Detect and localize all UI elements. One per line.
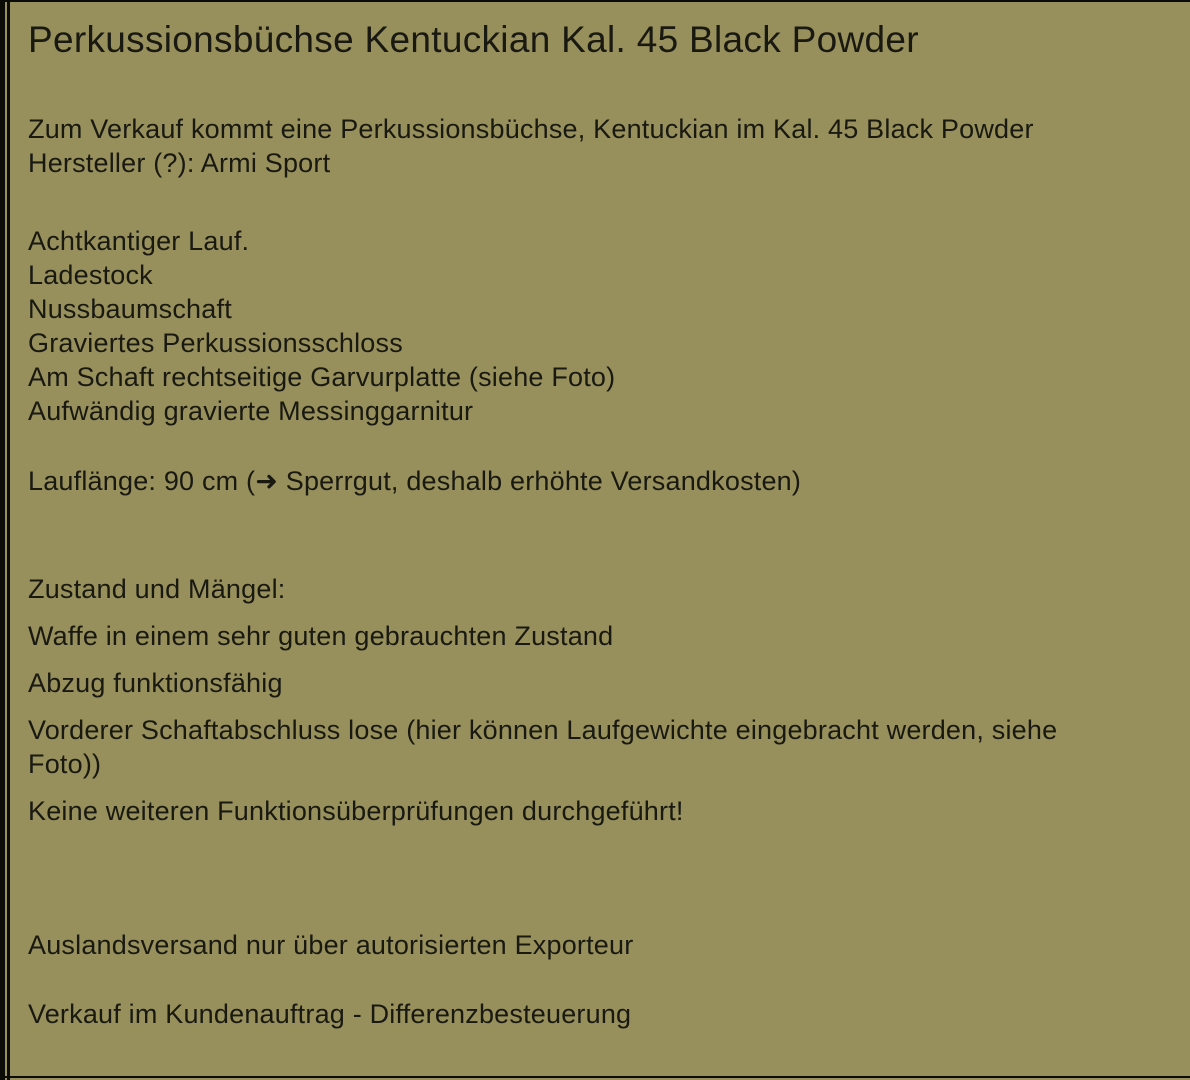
feature-line: Aufwändig gravierte Messinggarnitur [28,396,474,426]
condition-item: Keine weiteren Funktionsüberprüfungen durchgeführt! [28,796,684,826]
feature-line: Am Schaft rechtseitige Garvurplatte (siehe Foto) [28,362,616,392]
condition-item: Vorderer Schaftabschluss lose (hier können Laufgewichte eingebracht werden, siehe Foto)) [28,715,1058,779]
feature-line: Ladestock [28,260,153,290]
barrel-length-line: Lauflänge: 90 cm (➜ Sperrgut, deshalb erhöhte Versandkosten) [28,466,802,496]
intro-block [28,112,1154,180]
condition-item: Waffe in einem sehr guten gebrauchten Zustand [28,621,614,651]
condition-section [28,572,1154,828]
intro-line: Zum Verkauf kommt eine Perkussionsbüchse, Kentuckian im Kal. 45 Black Powder [28,114,1034,144]
condition-heading: Zustand und Mängel: [28,574,286,604]
description-content [10,2,1190,1080]
feature-line: Achtkantiger Lauf. [28,226,250,256]
left-border-line-outer [0,0,5,1080]
listing-title: Perkussionsbüchse Kentuckian Kal. 45 Black Powder [28,19,919,60]
feature-line: Graviertes Perkussionsschloss [28,328,403,358]
feature-list [28,224,1154,428]
intro-line: Hersteller (?): Armi Sport [28,148,331,178]
shipping-note: Auslandsversand nur über autorisierten Exporteur [28,930,634,960]
feature-line: Nussbaumschaft [28,294,232,324]
sale-note: Verkauf im Kundenauftrag - Differenzbesteuerung [28,999,632,1029]
condition-item: Abzug funktionsfähig [28,668,283,698]
